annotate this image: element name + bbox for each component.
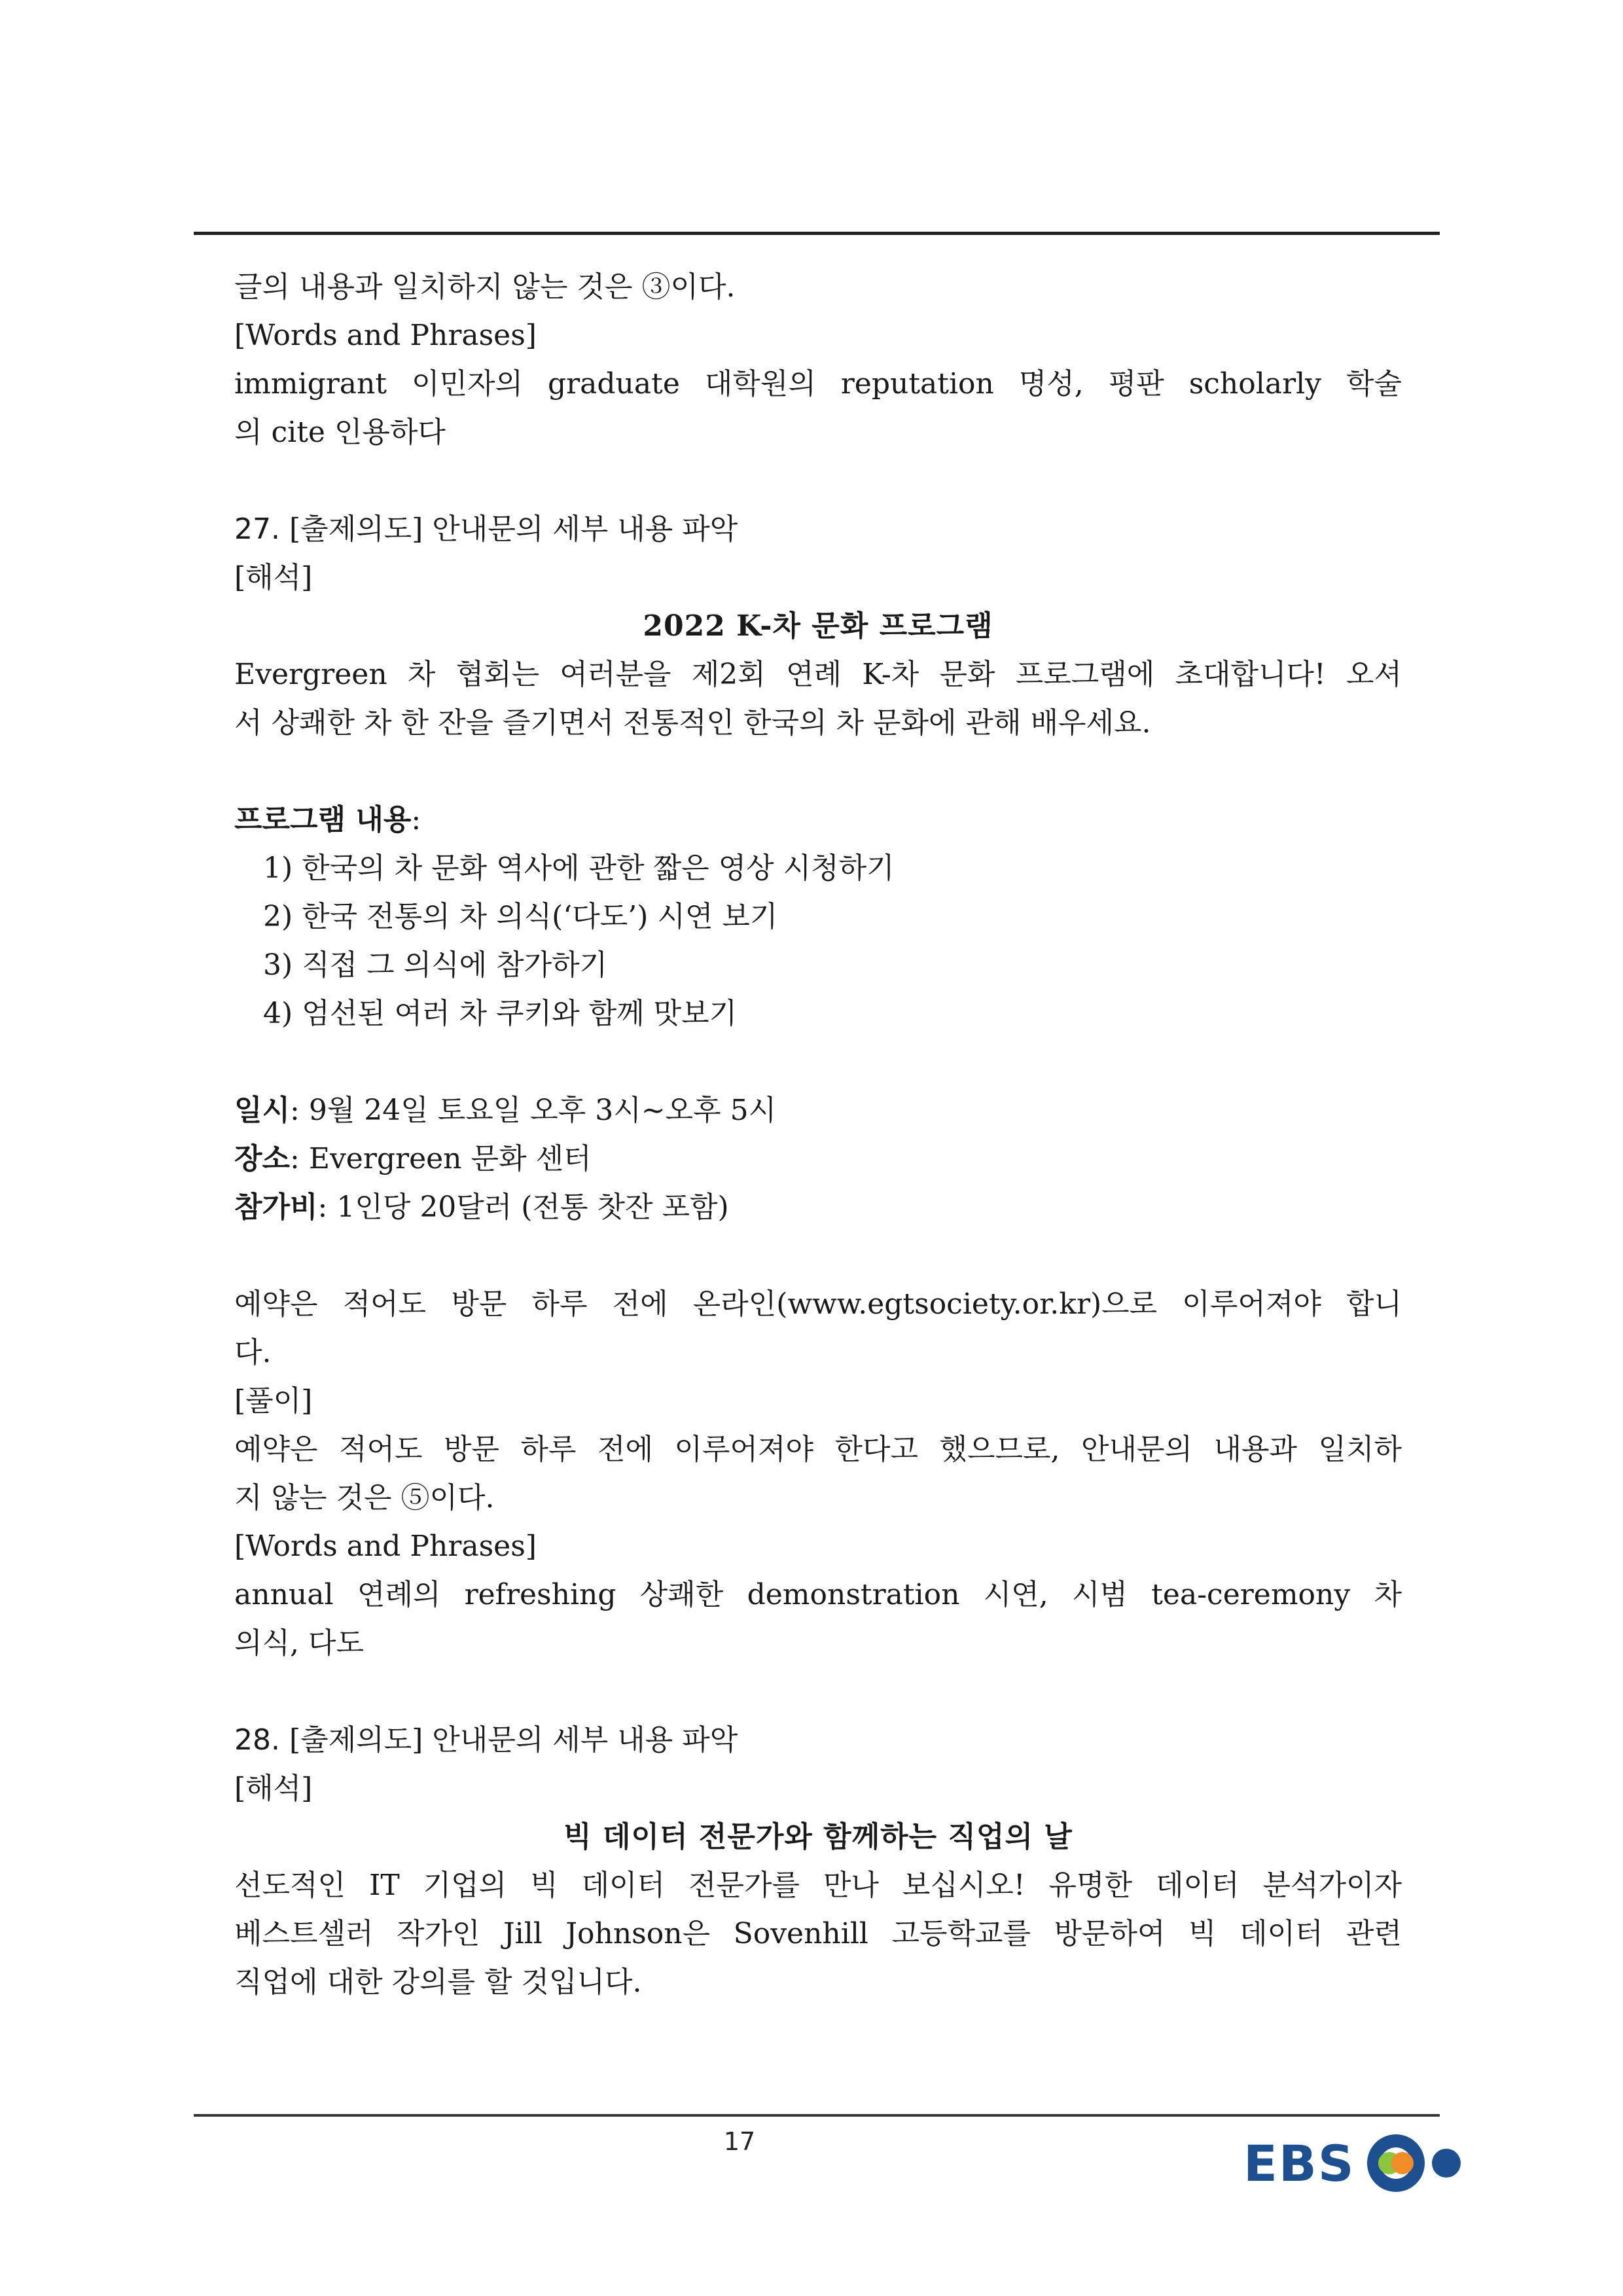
notice-title: 빅 데이터 전문가와 함께하는 직업의 날 — [563, 1820, 1073, 1854]
program-label: 프로그램 내용 — [234, 803, 412, 836]
program-item: 3) 직접 그 의식에 참가하기 — [263, 948, 608, 982]
place-label: 장소 — [234, 1142, 291, 1175]
program-colon: : — [411, 803, 421, 836]
fee-row — [234, 1183, 1402, 1232]
program-item: 4) 엄선된 여러 차 쿠키와 함께 맛보기 — [263, 997, 738, 1030]
question-intent: [출제의도] 안내문의 세부 내용 파악 — [279, 512, 738, 546]
vocab-line: immigrant 이민자의 graduate 대학원의 reputation 명성, 평판 scholarly 학술 — [234, 367, 1402, 401]
body-line: 베스트셀러 작가인 Jill Johnson은 Sovenhill 고등학교를 방문하여 빅 데이터 관련 — [234, 1917, 1402, 1950]
body-line: 지 않는 것은 ⑤이다. — [234, 1481, 495, 1515]
question-intent: [출제의도] 안내문의 세부 내용 파악 — [279, 1723, 738, 1757]
notice-title: 2022 K-차 문화 프로그램 — [643, 609, 993, 643]
place-row — [234, 1135, 1402, 1183]
place-value: : Evergreen 문화 센터 — [290, 1142, 592, 1175]
body-line: 다. — [234, 1336, 272, 1369]
program-item: 2) 한국 전통의 차 의식(‘다도’) 시연 보기 — [263, 900, 778, 933]
body-line: Evergreen 차 협회는 여러분을 제2회 연례 K-차 문화 프로그램에 초대합니다! 오셔 — [234, 658, 1402, 691]
body-line: 글의 내용과 일치하지 않는 것은 ③이다. — [234, 270, 736, 304]
page-number: 17 — [723, 2127, 756, 2156]
vocab-line: 의식, 다도 — [234, 1626, 364, 1660]
ebs-circles-icon — [1364, 2130, 1495, 2196]
page-content — [234, 263, 1402, 2007]
body-line: 직업에 대한 강의를 할 것입니다. — [234, 1965, 642, 1999]
question-27-header — [234, 505, 1402, 554]
date-value: : 9월 24일 토요일 오후 3시~오후 5시 — [290, 1094, 777, 1127]
program-item: 1) 한국의 차 문화 역사에 관한 짧은 영상 시청하기 — [263, 852, 895, 885]
body-line: 선도적인 IT 기업의 빅 데이터 전문가를 만나 보십시오! 유명한 데이터 분석가이자 — [234, 1869, 1402, 1902]
words-phrases-heading: [Words and Phrases] — [234, 319, 537, 352]
question-28-header — [234, 1716, 1402, 1765]
words-phrases-heading: [Words and Phrases] — [234, 1530, 537, 1563]
solution-heading: [풀이] — [234, 1384, 313, 1418]
date-row — [234, 1086, 1402, 1135]
ebs-logo — [1243, 2130, 1495, 2196]
body-line: 예약은 적어도 방문 하루 전에 이루어져야 한다고 했으므로, 안내문의 내용과 일치하 — [234, 1433, 1402, 1466]
body-line: 서 상쾌한 차 한 잔을 즐기면서 전통적인 한국의 차 문화에 관해 배우세요. — [234, 706, 1151, 740]
footer-rule — [194, 2114, 1440, 2117]
translation-heading: [해석] — [234, 561, 313, 594]
vocab-line: 의 cite 인용하다 — [234, 416, 446, 449]
header-rule — [194, 232, 1440, 235]
logo-text: EBS — [1243, 2134, 1355, 2193]
fee-value: : 1인당 20달러 (전통 찻잔 포함) — [317, 1191, 729, 1224]
body-line: 예약은 적어도 방문 하루 전에 온라인(www.egtsociety.or.kr)으로 이루어져야 합니 — [234, 1287, 1402, 1321]
question-number: 27. — [234, 512, 280, 546]
translation-heading: [해석] — [234, 1772, 313, 1805]
date-label: 일시 — [234, 1094, 291, 1127]
question-number: 28. — [234, 1723, 280, 1757]
program-heading — [234, 796, 1402, 844]
fee-label: 참가비 — [234, 1191, 318, 1224]
vocab-line: annual 연례의 refreshing 상쾌한 demonstration 시연, 시범 tea-ceremony 차 — [234, 1578, 1402, 1611]
